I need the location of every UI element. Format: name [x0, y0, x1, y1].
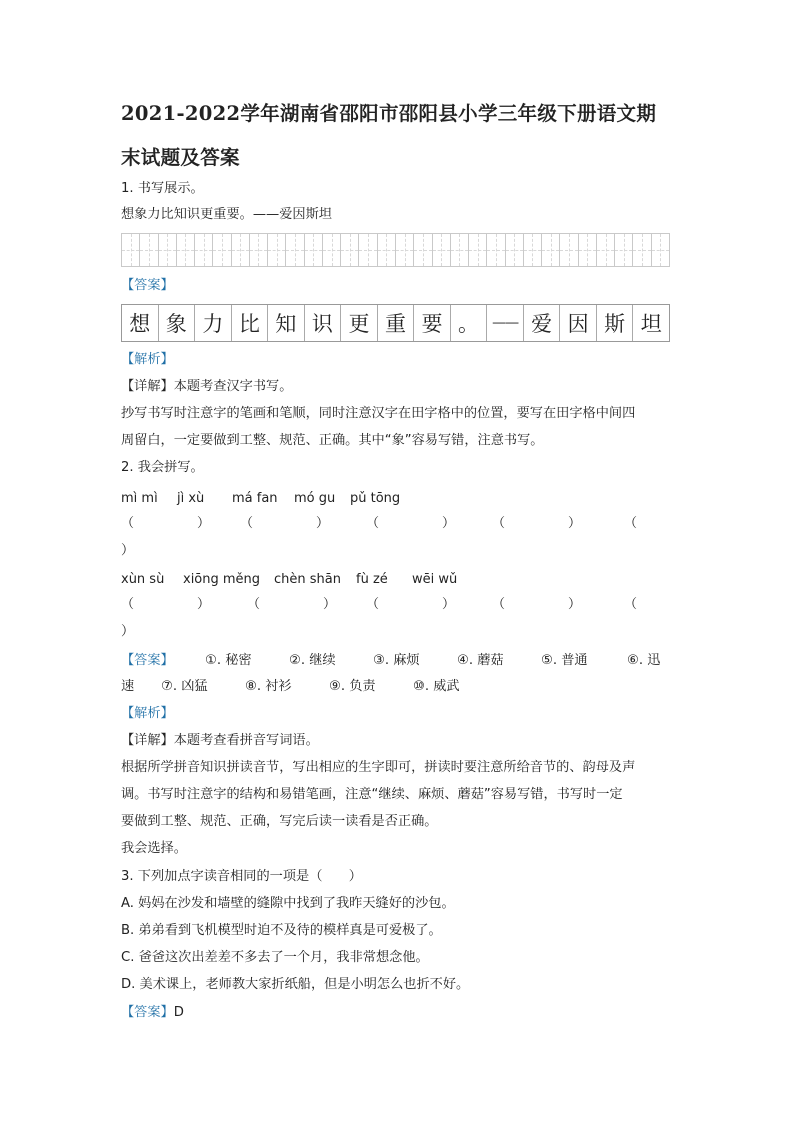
detail-text: 本题考查汉字书写。 [173, 379, 293, 394]
paren-close: ） [197, 597, 211, 612]
q2-answer-line1 [121, 652, 681, 670]
q2-detail [121, 732, 319, 750]
grid-cell [122, 234, 140, 266]
pinyin: mì mì [121, 491, 158, 506]
grid-cell [542, 234, 560, 266]
answer-writing-grid [121, 304, 670, 342]
paren-open: （ [240, 516, 254, 531]
answer-char: 爱 [524, 305, 561, 341]
answer-item: ③. 麻烦 [373, 653, 420, 668]
answer-item: ④. 蘑菇 [457, 653, 504, 668]
q2-heading: 2. 我会拼写。 [121, 460, 204, 475]
paren-close: ） [316, 516, 330, 531]
answer-char: 要 [414, 305, 451, 341]
answer-char: 更 [341, 305, 378, 341]
grid-cell [652, 234, 669, 266]
answer-char: 识 [305, 305, 342, 341]
grid-cell [396, 234, 414, 266]
detail-text: 本题考查看拼音写词语。 [173, 733, 319, 748]
q1-para2: 周留白，一定要做到工整、规范、正确。其中“象”容易写错，注意书写。 [121, 433, 544, 448]
answer-item: ⑧. 衬衫 [245, 679, 292, 694]
q1-para1: 抄写书写时注意字的笔画和笔顺，同时注意汉字在田字格中的位置，要写在田字格中间四 [121, 406, 636, 421]
q3-option-b: B. 弟弟看到飞机模型时迫不及待的模样真是可爱极了。 [121, 923, 442, 938]
grid-cell [633, 234, 651, 266]
grid-cell [232, 234, 250, 266]
answer-char: 斯 [597, 305, 634, 341]
q2-para2: 调。书写时注意字的结构和易错笔画，注意“继续、麻烦、蘑菇”容易写错，书写时一定 [121, 787, 623, 802]
q3-heading: 3. 下列加点字读音相同的一项是（ ） [121, 869, 362, 884]
document-title-line2: 末试题及答案 [121, 146, 240, 169]
writing-grid [121, 233, 670, 267]
grid-cell [195, 234, 213, 266]
paren-close: ） [568, 597, 582, 612]
paren-open: （ [366, 597, 380, 612]
q1-analysis-tag: 【解析】 [121, 352, 174, 367]
paren-tail-1: ） [121, 543, 135, 558]
document-title-line1: 2021-2022学年湖南省邵阳市邵阳县小学三年级下册语文期 [121, 102, 657, 125]
detail-tag: 【详解】 [121, 379, 174, 394]
paren-row-2 [121, 596, 681, 614]
grid-cell [213, 234, 231, 266]
grid-cell [323, 234, 341, 266]
q3-option-a: A. 妈妈在沙发和墙壁的缝隙中找到了我昨天缝好的沙包。 [121, 896, 455, 911]
grid-cell [341, 234, 359, 266]
paren-open: （ [624, 597, 638, 612]
q3-option-d: D. 美术课上，老师教大家折纸船，但是小明怎么也折不好。 [121, 977, 470, 992]
pinyin: xùn sù [121, 572, 165, 587]
paren-open: （ [492, 516, 506, 531]
answer-item: ⑨. 负责 [329, 679, 376, 694]
grid-cell [597, 234, 615, 266]
grid-cell [177, 234, 195, 266]
grid-cell [414, 234, 432, 266]
answer-char: 象 [159, 305, 196, 341]
grid-cell [378, 234, 396, 266]
answer-char: 比 [232, 305, 269, 341]
grid-cell [286, 234, 304, 266]
section-choice: 我会选择。 [121, 841, 187, 856]
pinyin: chèn shān [274, 572, 341, 587]
q2-para1: 根据所学拼音知识拼读音节，写出相应的生字即可，拼读时要注意所给音节的、韵母及声 [121, 760, 636, 775]
q1-answer-tag: 【答案】 [121, 278, 174, 293]
pinyin-row-2 [121, 571, 681, 589]
q2-answer-tag: 【答案】 [121, 653, 174, 668]
grid-cell [268, 234, 286, 266]
answer-item: 速 [121, 679, 135, 694]
pinyin: jì xù [177, 491, 205, 506]
answer-item: ②. 继续 [289, 653, 336, 668]
pinyin: xiōng měng [183, 572, 261, 587]
grid-cell [524, 234, 542, 266]
answer-item: ①. 秘密 [205, 653, 252, 668]
paren-open: （ [492, 597, 506, 612]
q1-text: 想象力比知识更重要。——爱因斯坦 [121, 207, 332, 222]
answer-item: ⑥. 迅 [627, 653, 661, 668]
paren-open: （ [247, 597, 261, 612]
answer-item: ⑩. 威武 [413, 679, 460, 694]
grid-cell [579, 234, 597, 266]
q1-detail [121, 378, 292, 396]
grid-cell [433, 234, 451, 266]
q1-heading: 1. 书写展示。 [121, 181, 204, 196]
answer-char: 想 [122, 305, 159, 341]
pinyin-row-1 [121, 490, 681, 508]
q2-answer-line2 [121, 678, 681, 696]
answer-char: 。 [451, 305, 488, 341]
answer-char: 知 [268, 305, 305, 341]
grid-cell [305, 234, 323, 266]
pinyin: má fan [232, 491, 278, 506]
pinyin: fù zé [356, 572, 388, 587]
paren-close: ） [197, 516, 211, 531]
paren-open: （ [121, 516, 135, 531]
pinyin: mó gu [294, 491, 336, 506]
grid-cell [615, 234, 633, 266]
paren-close: ） [442, 597, 456, 612]
q2-para3: 要做到工整、规范、正确，写完后读一读看是否正确。 [121, 814, 438, 829]
grid-cell [159, 234, 177, 266]
answer-item: ⑦. 凶猛 [161, 679, 208, 694]
grid-cell [469, 234, 487, 266]
answer-char: 重 [378, 305, 415, 341]
paren-close: ） [568, 516, 582, 531]
paren-open: （ [121, 597, 135, 612]
answer-char: 因 [560, 305, 597, 341]
paren-row-1 [121, 515, 681, 533]
pinyin: pǔ tōng [350, 491, 401, 506]
q2-analysis-tag: 【解析】 [121, 706, 174, 721]
q3-answer [121, 1004, 184, 1022]
pinyin: wēi wǔ [412, 572, 458, 587]
q3-answer-tag: 【答案】 [121, 1005, 174, 1020]
grid-cell [487, 234, 505, 266]
grid-cell [140, 234, 158, 266]
grid-cell [359, 234, 377, 266]
paren-open: （ [366, 516, 380, 531]
grid-cell [506, 234, 524, 266]
answer-char: 坦 [640, 312, 662, 336]
q3-option-c: C. 爸爸这次出差差不多去了一个月，我非常想念他。 [121, 950, 429, 965]
grid-cell [250, 234, 268, 266]
paren-close: ） [323, 597, 337, 612]
paren-open: （ [624, 516, 638, 531]
detail-tag: 【详解】 [121, 733, 174, 748]
q3-answer-value: D [173, 1005, 184, 1020]
grid-cell [451, 234, 469, 266]
answer-char: 力 [195, 305, 232, 341]
paren-close: ） [442, 516, 456, 531]
answer-item: ⑤. 普通 [541, 653, 588, 668]
answer-char: —— [487, 305, 524, 341]
paren-tail-2: ） [121, 624, 135, 639]
grid-cell [560, 234, 578, 266]
